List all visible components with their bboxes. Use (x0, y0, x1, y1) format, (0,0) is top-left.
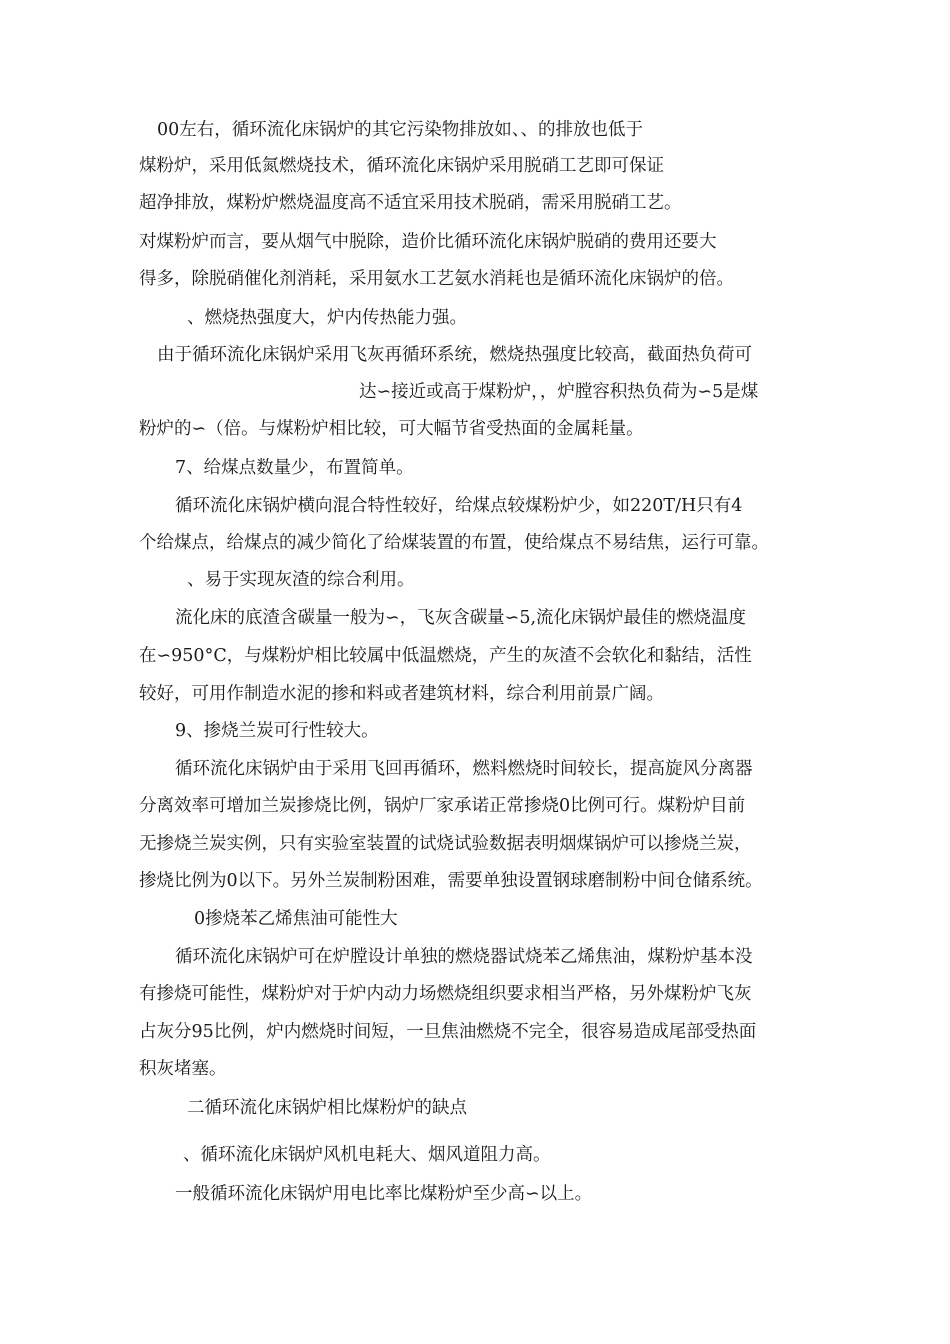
text-line: 循环流化床锅炉可在炉膛设计单独的燃烧器试烧苯乙烯焦油，煤粉炉基本没 (175, 947, 753, 967)
section-heading: 7、给煤点数量少，布置简单。 (175, 458, 414, 478)
text-line: 积灰堵塞。 (139, 1059, 227, 1079)
text-line: 流化床的底渣含碳量一般为∽，飞灰含碳量∽5,流化床锅炉最佳的燃烧温度 (175, 608, 747, 628)
text-line: 达∽接近或高于煤粉炉，，炉膛容积热负荷为∽5是煤 (359, 382, 759, 402)
text-line: 对煤粉炉而言，要从烟气中脱除，造价比循环流化床锅炉脱硝的费用还要大 (139, 232, 717, 252)
text-line: 在∽950°C，与煤粉炉相比较属中低温燃烧，产生的灰渣不会软化和黏结，活性 (139, 646, 752, 666)
text-line: 由于循环流化床锅炉采用飞灰再循环系统，燃烧热强度比较高，截面热负荷可 (157, 345, 752, 365)
section-heading: 0掺烧苯乙烯焦油可能性大 (194, 909, 398, 929)
text-line: 粉炉的∽（倍。与煤粉炉相比较，可大幅节省受热面的金属耗量。 (139, 419, 644, 439)
text-line: 掺烧比例为0以下。另外兰炭制粉困难，需要单独设置钢球磨制粉中间仓储系统。 (139, 871, 763, 891)
section-heading: 、燃烧热强度大，炉内传热能力强。 (187, 308, 467, 328)
text-line: 一般循环流化床锅炉用电比率比煤粉炉至少高∽以上。 (175, 1184, 593, 1204)
text-line: 循环流化床锅炉由于采用飞回再循环，燃料燃烧时间较长，提高旋风分离器 (175, 759, 753, 779)
section-heading: 二循环流化床锅炉相比煤粉炉的缺点 (187, 1098, 467, 1118)
text-line: 循环流化床锅炉横向混合特性较好，给煤点较煤粉炉少，如220T/H只有4 (175, 496, 743, 516)
text-line: 无掺烧兰炭实例，只有实验室装置的试烧试验数据表明烟煤锅炉可以掺烧兰炭， (139, 834, 752, 854)
text-line: 个给煤点，给煤点的减少简化了给煤装置的布置，使给煤点不易结焦，运行可靠。 (139, 533, 769, 553)
section-heading: 、循环流化床锅炉风机电耗大、烟风道阻力高。 (183, 1145, 551, 1165)
text-line: 得多，除脱硝催化剂消耗，采用氨水工艺氨水消耗也是循环流化床锅炉的倍。 (139, 269, 734, 289)
text-line: 00左右，循环流化床锅炉的其它污染物排放如、、的排放也低于 (157, 120, 644, 140)
text-line: 超净排放，煤粉炉燃烧温度高不适宜采用技术脱硝，需采用脱硝工艺。 (139, 193, 682, 213)
section-heading: 9、掺烧兰炭可行性较大。 (175, 721, 379, 741)
text-line: 有掺烧可能性，煤粉炉对于炉内动力场燃烧组织要求相当严格，另外煤粉炉飞灰 (139, 984, 752, 1004)
text-line: 较好，可用作制造水泥的掺和料或者建筑材料，综合利用前景广阔。 (139, 684, 664, 704)
text-line: 占灰分95比例，炉内燃烧时间短，一旦焦油燃烧不完全，很容易造成尾部受热面 (139, 1022, 757, 1042)
section-heading: 、易于实现灰渣的综合利用。 (187, 570, 415, 590)
text-line: 煤粉炉，采用低氮燃烧技术，循环流化床锅炉采用脱硝工艺即可保证 (139, 156, 664, 176)
text-line: 分离效率可增加兰炭掺烧比例，锅炉厂家承诺正常掺烧0比例可行。煤粉炉目前 (139, 796, 746, 816)
